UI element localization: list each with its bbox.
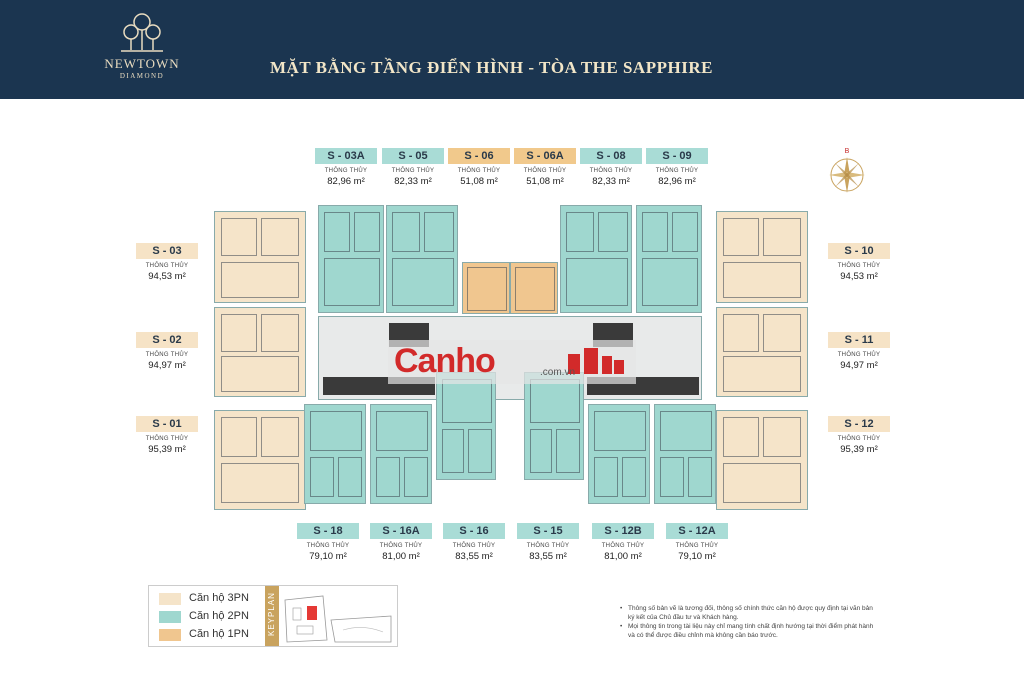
room <box>763 417 801 457</box>
room <box>723 463 801 503</box>
unit-area: 95,39 m² <box>148 444 186 455</box>
unit-area: 82,96 m² <box>658 176 696 187</box>
keyplan-highlight <box>307 606 317 620</box>
unit-area: 94,97 m² <box>148 360 186 371</box>
unit-type-label: THÔNG THỦY <box>655 168 699 174</box>
unit-code: S - 12B <box>592 523 654 539</box>
room <box>424 212 454 252</box>
room <box>530 379 580 423</box>
unit-area: 94,53 m² <box>840 271 878 282</box>
room <box>376 457 400 497</box>
unit-area: 79,10 m² <box>678 551 716 562</box>
unit-label-s03 <box>134 243 200 282</box>
notes <box>620 604 880 640</box>
apartment-plan-s03[interactable] <box>214 211 306 303</box>
unit-area: 82,33 m² <box>592 176 630 187</box>
room <box>723 314 759 352</box>
room <box>688 457 712 497</box>
apartment-plan-s09[interactable] <box>636 205 702 313</box>
room <box>221 218 257 256</box>
room <box>261 314 299 352</box>
room <box>660 457 684 497</box>
unit-type-label: THÔNG THỦY <box>145 263 189 269</box>
apartment-plan-s12a[interactable] <box>654 404 716 504</box>
apartment-plan-s18[interactable] <box>304 404 366 504</box>
unit-type-label: THÔNG THỦY <box>523 168 567 174</box>
apartment-plan-s06a[interactable] <box>510 262 558 314</box>
room <box>354 212 380 252</box>
unit-label-s06a <box>512 148 578 187</box>
apartment-plan-s12[interactable] <box>716 410 808 510</box>
unit-code: S - 15 <box>517 523 579 539</box>
unit-label-s09 <box>644 148 710 187</box>
room <box>566 258 628 306</box>
unit-area: 51,08 m² <box>526 176 564 187</box>
header-bar <box>0 0 1024 99</box>
apartment-plan-s06[interactable] <box>462 262 510 314</box>
unit-type-label: THÔNG THỦY <box>837 352 881 358</box>
keyplan-map <box>283 590 393 644</box>
unit-label-s10 <box>826 243 892 282</box>
unit-area: 83,55 m² <box>455 551 493 562</box>
legend-swatch <box>159 629 181 641</box>
room <box>723 356 801 392</box>
room <box>221 356 299 392</box>
unit-type-label: THÔNG THỦY <box>601 543 645 549</box>
watermark-domain: .com.vn <box>540 367 576 378</box>
apartment-plan-s08[interactable] <box>560 205 632 313</box>
unit-code: S - 18 <box>297 523 359 539</box>
unit-type-label: THÔNG THỦY <box>675 543 719 549</box>
unit-type-label: THÔNG THỦY <box>145 352 189 358</box>
room <box>530 429 552 473</box>
unit-label-s08 <box>578 148 644 187</box>
room <box>642 258 698 306</box>
room <box>468 429 492 473</box>
room <box>376 411 428 451</box>
room <box>467 267 507 311</box>
room <box>392 258 454 306</box>
unit-area: 94,53 m² <box>148 271 186 282</box>
unit-code: S - 06 <box>448 148 510 164</box>
room <box>442 429 464 473</box>
room <box>338 457 362 497</box>
unit-label-s01 <box>134 416 200 455</box>
unit-area: 95,39 m² <box>840 444 878 455</box>
room <box>642 212 668 252</box>
room <box>723 218 759 256</box>
apartment-plan-s03a[interactable] <box>318 205 384 313</box>
unit-area: 81,00 m² <box>604 551 642 562</box>
apartment-plan-s02[interactable] <box>214 307 306 397</box>
unit-area: 94,97 m² <box>840 360 878 371</box>
room <box>442 379 492 423</box>
apartment-plan-s11[interactable] <box>716 307 808 397</box>
room <box>723 417 759 457</box>
room <box>324 258 380 306</box>
unit-type-label: THÔNG THỦY <box>457 168 501 174</box>
room <box>221 262 299 298</box>
unit-label-s15 <box>515 523 581 562</box>
room <box>404 457 428 497</box>
room <box>221 314 257 352</box>
unit-area: 83,55 m² <box>529 551 567 562</box>
unit-label-s18 <box>295 523 361 562</box>
legend-label: Căn hộ 1PN <box>189 628 249 640</box>
room <box>261 218 299 256</box>
apartment-plan-s10[interactable] <box>716 211 808 303</box>
watermark-brand: Canho <box>394 342 495 380</box>
apartment-plan-s12b[interactable] <box>588 404 650 504</box>
room <box>221 463 299 503</box>
unit-label-s02 <box>134 332 200 371</box>
room <box>622 457 646 497</box>
unit-label-s03a <box>313 148 379 187</box>
unit-type-label: THÔNG THỦY <box>526 543 570 549</box>
unit-type-label: THÔNG THỦY <box>324 168 368 174</box>
unit-area: 51,08 m² <box>460 176 498 187</box>
unit-label-s16a <box>368 523 434 562</box>
unit-type-label: THÔNG THỦY <box>379 543 423 549</box>
unit-type-label: THÔNG THỦY <box>589 168 633 174</box>
unit-type-label: THÔNG THỦY <box>391 168 435 174</box>
unit-code: S - 09 <box>646 148 708 164</box>
apartment-plan-s15[interactable] <box>524 372 584 480</box>
logo-text-newtown: NEWTOWN <box>104 56 180 71</box>
unit-area: 82,96 m² <box>327 176 365 187</box>
unit-area: 82,33 m² <box>394 176 432 187</box>
unit-type-label: THÔNG THỦY <box>306 543 350 549</box>
unit-label-s16 <box>441 523 507 562</box>
unit-area: 79,10 m² <box>309 551 347 562</box>
unit-label-s11 <box>826 332 892 371</box>
apartment-plan-s05[interactable] <box>386 205 458 313</box>
room <box>598 212 628 252</box>
room <box>594 411 646 451</box>
unit-type-label: THÔNG THỦY <box>837 436 881 442</box>
unit-label-s12b <box>590 523 656 562</box>
unit-code: S - 06A <box>514 148 576 164</box>
legend-label: Căn hộ 3PN <box>189 592 249 604</box>
unit-type-label: THÔNG THỦY <box>452 543 496 549</box>
legend-swatch <box>159 611 181 623</box>
unit-code: S - 02 <box>136 332 198 348</box>
unit-label-s12a <box>664 523 730 562</box>
room <box>261 417 299 457</box>
note-item: • Thông số bản vẽ là tương đối, thông số chính thức căn hộ được quy định tại văn bản ký kết của Chủ đầu tư và Khách hàng. <box>620 604 880 622</box>
room <box>392 212 420 252</box>
legend <box>148 585 398 647</box>
unit-code: S - 16A <box>370 523 432 539</box>
apartment-plan-s16[interactable] <box>436 372 496 480</box>
unit-label-s12 <box>826 416 892 455</box>
room <box>594 457 618 497</box>
legend-swatch <box>159 593 181 605</box>
apartment-plan-s16a[interactable] <box>370 404 432 504</box>
unit-type-label: THÔNG THỦY <box>837 263 881 269</box>
room <box>515 267 555 311</box>
room <box>672 212 698 252</box>
logo <box>94 12 190 92</box>
unit-label-s05 <box>380 148 446 187</box>
unit-area: 81,00 m² <box>382 551 420 562</box>
apartment-plan-s01[interactable] <box>214 410 306 510</box>
note-item: • Mọi thông tin trong tài liệu này chỉ mang tính chất định hướng tại thời điểm phát hành và có thể được điều chỉnh mà không cần báo trước. <box>620 622 880 640</box>
room <box>763 218 801 256</box>
room <box>324 212 350 252</box>
tree-logo-icon <box>117 12 167 54</box>
unit-code: S - 05 <box>382 148 444 164</box>
room <box>310 457 334 497</box>
unit-code: S - 16 <box>443 523 505 539</box>
unit-code: S - 03 <box>136 243 198 259</box>
room <box>556 429 580 473</box>
unit-code: S - 01 <box>136 416 198 432</box>
unit-label-s06 <box>446 148 512 187</box>
unit-code: S - 10 <box>828 243 890 259</box>
keyplan-label: KEYPLAN <box>267 592 276 636</box>
unit-code: S - 08 <box>580 148 642 164</box>
room <box>763 314 801 352</box>
room <box>566 212 594 252</box>
room <box>660 411 712 451</box>
unit-type-label: THÔNG THỦY <box>145 436 189 442</box>
unit-code: S - 03A <box>315 148 377 164</box>
compass-north-letter: B <box>844 148 850 155</box>
room <box>310 411 362 451</box>
compass-icon <box>824 145 870 197</box>
legend-label: Căn hộ 2PN <box>189 610 249 622</box>
watermark <box>388 340 636 384</box>
unit-code: S - 12A <box>666 523 728 539</box>
page-title: MẶT BẰNG TẦNG ĐIỂN HÌNH - TÒA THE SAPPHIRE <box>270 58 713 77</box>
room <box>221 417 257 457</box>
unit-code: S - 12 <box>828 416 890 432</box>
logo-text-diamond: DIAMOND <box>119 72 165 80</box>
room <box>723 262 801 298</box>
unit-code: S - 11 <box>828 332 890 348</box>
